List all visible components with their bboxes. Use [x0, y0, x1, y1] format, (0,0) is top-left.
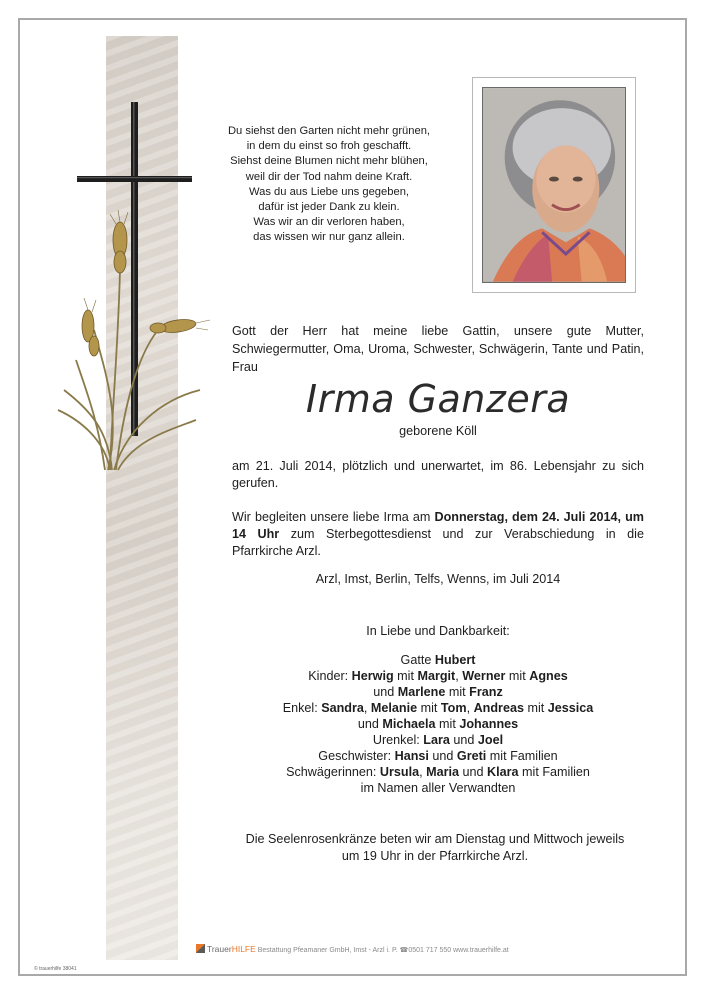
label: Kinder: — [308, 669, 352, 683]
poem-line: dafür ist jeder Dank zu klein. — [258, 201, 400, 214]
partner-name: Franz — [469, 685, 503, 699]
great-grandchild-name: Joel — [477, 733, 504, 747]
partner-name: Margit — [417, 669, 456, 683]
child-name: Herwig — [351, 669, 394, 683]
connector: und — [373, 685, 398, 699]
poem-line: Siehst deine Blumen nicht mehr blühen, — [230, 155, 428, 168]
funeral-text-before: Wir begleiten unsere liebe Irma am — [232, 510, 435, 524]
mourners-list — [232, 652, 644, 796]
connector: mit — [523, 701, 548, 715]
portrait-frame — [472, 77, 636, 293]
sister-in-law-name: Klara — [487, 765, 519, 779]
portrait-photo — [482, 87, 626, 283]
sibling-name: Greti — [456, 749, 487, 763]
poem-line: Was wir an dir verloren haben, — [253, 216, 405, 229]
mourner-line-siblings — [232, 748, 644, 764]
mourner-line-great-grandchildren — [232, 732, 644, 748]
poem — [214, 124, 444, 246]
poem-line: Du siehst den Garten nicht mehr grünen, — [227, 125, 431, 137]
partner-name: Agnes — [529, 669, 568, 683]
sibling-name: Hansi — [394, 749, 429, 763]
places-date: Arzl, Imst, Berlin, Telfs, Wenns, im Juli 2014 — [315, 572, 561, 586]
portrait-image — [483, 88, 625, 282]
maiden-name: geborene Köll — [399, 424, 477, 438]
copyright-note: © trauerhilfe 38041 — [34, 966, 77, 972]
rosary-line: um 19 Uhr in der Pfarrkirche Arzl. — [341, 849, 529, 863]
poem-line: Was du aus Liebe uns gegeben, — [248, 185, 410, 198]
brand-footer — [196, 944, 636, 958]
connector: , — [419, 765, 427, 779]
mourner-line-sisters-in-law — [232, 764, 644, 780]
brand-logo-accent: HILFE — [231, 944, 256, 954]
death-notice: am 21. Juli 2014, plötzlich und unerwartet, im 86. Lebensjahr zu sich gerufen. — [232, 459, 644, 490]
connector: und — [357, 717, 383, 731]
connector: und — [428, 749, 457, 763]
funeral-text-after: zum Sterbegottesdienst und zur Verabschiedung in die Pfarrkirche Arzl. — [232, 527, 644, 558]
connector: , — [455, 669, 463, 683]
label: Gatte — [400, 653, 435, 667]
connector: mit — [435, 717, 460, 731]
grandchild-name: Melanie — [370, 701, 418, 715]
connector: mit — [505, 669, 530, 683]
brand-logo-text — [207, 944, 256, 954]
connector: mit — [393, 669, 418, 683]
partner-name: Johannes — [459, 717, 519, 731]
partner-name: Jessica — [547, 701, 594, 715]
connector: mit Familien — [486, 749, 558, 763]
mourner-line-grandchildren-2 — [232, 716, 644, 732]
mourner-line-children-2 — [232, 684, 644, 700]
grandchild-name: Andreas — [473, 701, 524, 715]
grandchild-name: Tom — [440, 701, 467, 715]
mourner-line-children — [232, 668, 644, 684]
connector: und — [449, 733, 478, 747]
brand-logo-main: Trauer — [206, 944, 232, 954]
rosary-notice — [225, 831, 645, 865]
label: Enkel: — [282, 701, 322, 715]
sister-in-law-name: Ursula — [379, 765, 420, 779]
mourner-line-grandchildren — [232, 700, 644, 716]
great-grandchild-name: Lara — [423, 733, 450, 747]
funeral-notice — [232, 509, 644, 560]
trauerhilfe-logo-icon — [196, 944, 205, 953]
funeral-date: Donnerstag, dem 24. Juli 2014, um 14 Uhr — [232, 510, 644, 541]
intro-text: Gott der Herr hat meine liebe Gattin, unsere gute Mutter, Schwiegermutter, Oma, Uroma, Schwester, Schwägerin, Tante und Patin, Frau — [232, 324, 644, 374]
gratitude-heading: In Liebe und Dankbarkeit: — [366, 624, 510, 638]
connector: , — [363, 701, 371, 715]
child-name: Werner — [462, 669, 506, 683]
child-name: Marlene — [397, 685, 446, 699]
cross-wheat-icon — [50, 90, 220, 490]
poem-line: weil dir der Tod nahm deine Kraft. — [245, 170, 413, 183]
rosary-line: Die Seelenrosenkränze beten wir am Dienstag und Mittwoch jeweils — [245, 832, 625, 846]
label: Schwägerinnen: — [286, 765, 380, 779]
grandchild-name: Sandra — [321, 701, 364, 715]
label: Geschwister: — [318, 749, 395, 763]
deceased-name: Irma Ganzera — [305, 377, 571, 421]
poem-line: in dem du einst so froh geschafft. — [246, 140, 412, 153]
mourner-line-relatives: im Namen aller Verwandten — [360, 781, 516, 795]
poem-line: das wissen wir nur ganz allein. — [253, 231, 405, 244]
grandchild-name: Michaela — [382, 717, 436, 731]
brand-details: Bestattung Pfeamaner GmbH, Imst - Arzl i. P. ☎0501 717 550 www.trauerhilfe.at — [257, 947, 509, 954]
connector: , — [466, 701, 474, 715]
mourner-line-husband — [232, 652, 644, 668]
husband-name: Hubert — [434, 653, 476, 667]
connector: mit — [417, 701, 441, 715]
sister-in-law-name: Maria — [426, 765, 460, 779]
connector: mit — [445, 685, 470, 699]
label: Urenkel: — [372, 733, 424, 747]
connector: und — [459, 765, 488, 779]
connector: mit Familien — [518, 765, 590, 779]
